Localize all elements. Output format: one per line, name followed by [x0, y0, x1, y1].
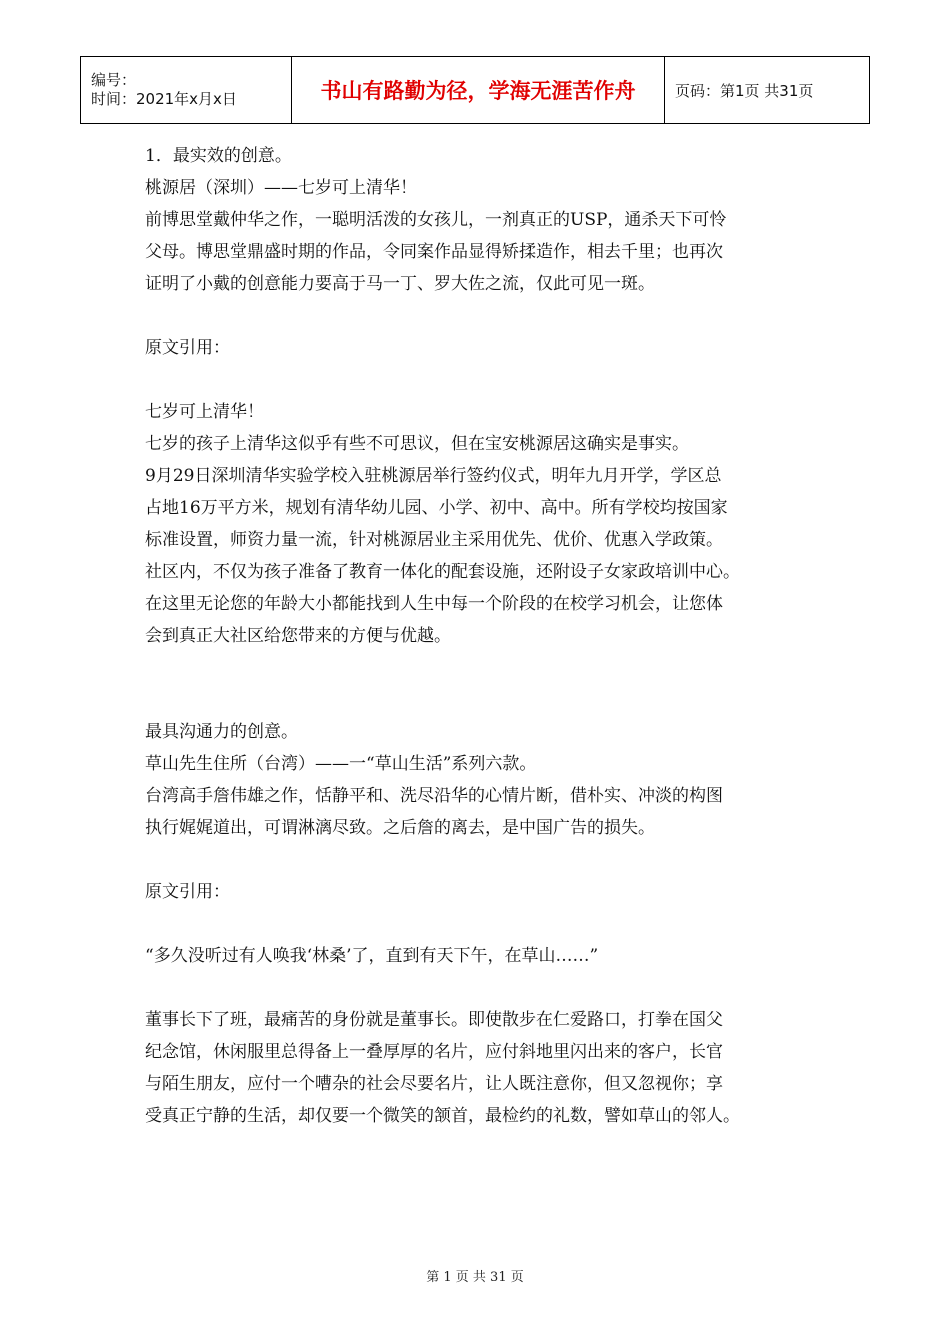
page-footer: 第 1 页 共 31 页	[426, 1270, 524, 1285]
blank-line	[145, 844, 810, 876]
paragraph-line: 会到真正大社区给您带来的方便与优越。	[145, 626, 451, 646]
paragraph-line: 标准设置，师资力量一流，针对桃源居业主采用优先、优价、优惠入学政策。	[145, 530, 723, 550]
document-body	[145, 140, 810, 1132]
quote-line: “多久没听过有人唤我‘林桑’了，直到有天下午，在草山……”	[145, 946, 599, 966]
paragraph-line: 执行娓娓道出，可谓淋漓尽致。之后詹的离去，是中国广告的损失。	[145, 818, 655, 838]
header-motto: 书山有路勤为径，学海无涯苦作舟	[292, 57, 665, 124]
document-header	[80, 56, 870, 124]
ad-title: 桃源居（深圳）——七岁可上清华！	[145, 178, 417, 198]
paragraph-line: 证明了小戴的创意能力要高于马一丁、罗大佐之流，仅此可见一斑。	[145, 274, 655, 294]
blank-line	[145, 908, 810, 940]
section-heading: 最具沟通力的创意。	[145, 722, 298, 742]
quote-title: 七岁可上清华！	[145, 402, 264, 422]
document-number-label: 编号：	[91, 71, 137, 89]
paragraph-line: 在这里无论您的年龄大小都能找到人生中每一个阶段的在校学习机会，让您体	[145, 594, 723, 614]
header-page-info: 页码：第1页 共31页	[665, 57, 870, 124]
blank-line	[145, 972, 810, 1004]
paragraph-line: 七岁的孩子上清华这似乎有些不可思议，但在宝安桃源居这确实是事实。	[145, 434, 689, 454]
paragraph-line: 董事长下了班，最痛苦的身份就是董事长。即使散步在仁爱路口，打拳在国父	[145, 1010, 723, 1030]
quote-label: 原文引用：	[145, 882, 230, 902]
paragraph-line: 与陌生朋友，应付一个嘈杂的社会尽要名片，让人既注意你，但又忽视你；享	[145, 1074, 723, 1094]
document-date-label: 时间：2021年x月x日	[91, 90, 237, 108]
ad-title: 草山先生住所（台湾）——一“草山生活”系列六款。	[145, 754, 537, 774]
section-heading: 1．最实效的创意。	[145, 146, 292, 166]
paragraph-line: 前博思堂戴仲华之作，一聪明活泼的女孩儿，一剂真正的USP，通杀天下可怜	[145, 210, 727, 230]
header-meta-cell	[81, 57, 292, 124]
quote-label: 原文引用：	[145, 338, 230, 358]
paragraph-line: 纪念馆，休闲服里总得备上一叠厚厚的名片，应付斜地里闪出来的客户，长官	[145, 1042, 723, 1062]
paragraph-line: 受真正宁静的生活，却仅要一个微笑的颔首，最检约的礼数，譬如草山的邻人。	[145, 1106, 740, 1126]
paragraph-line: 台湾高手詹伟雄之作，恬静平和、洗尽沿华的心情片断，借朴实、冲淡的构图	[145, 786, 723, 806]
blank-line	[145, 364, 810, 396]
blank-line	[145, 652, 810, 716]
blank-line	[145, 300, 810, 332]
paragraph-line: 父母。博思堂鼎盛时期的作品，令同案作品显得矫揉造作，相去千里；也再次	[145, 242, 723, 262]
paragraph-line: 9月29日深圳清华实验学校入驻桃源居举行签约仪式，明年九月开学，学区总	[145, 466, 722, 486]
paragraph-line: 社区内，不仅为孩子准备了教育一体化的配套设施，还附设子女家政培训中心。	[145, 562, 740, 582]
paragraph-line: 占地16万平方米，规划有清华幼儿园、小学、初中、高中。所有学校均按国家	[145, 498, 728, 518]
